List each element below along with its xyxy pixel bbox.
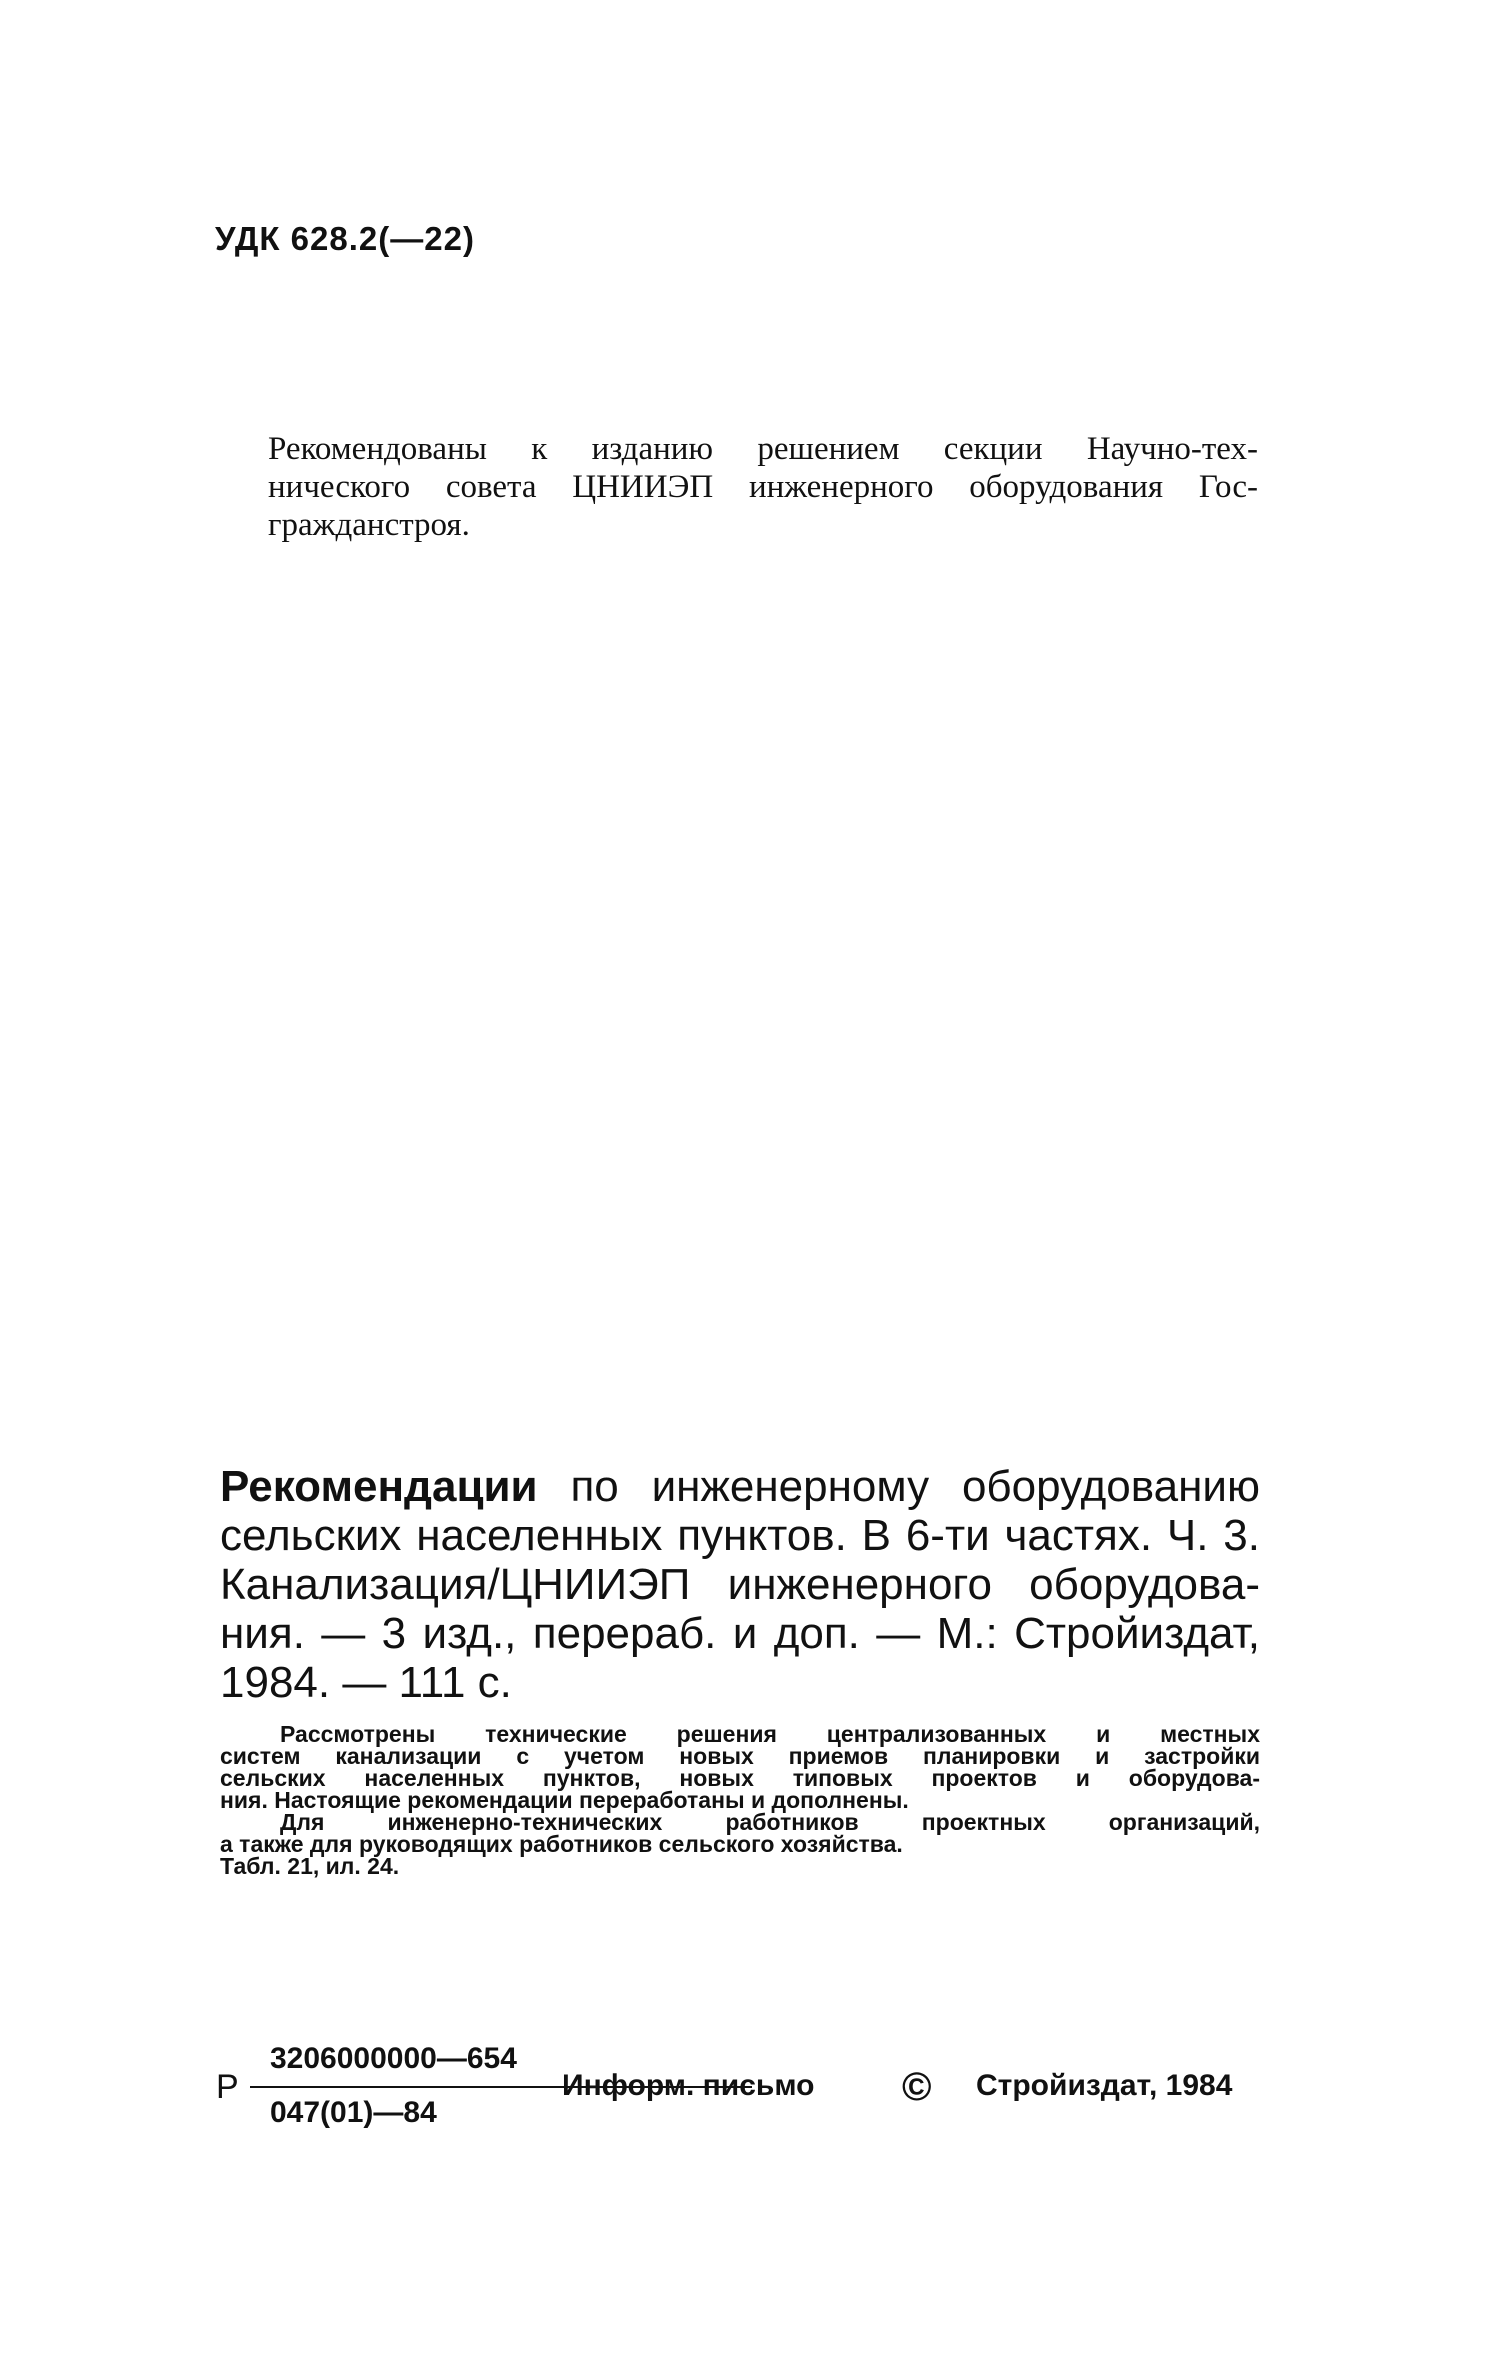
publisher-year: Стройиздат, 1984 bbox=[976, 2069, 1233, 2102]
index-numerator: 3206000000—654 bbox=[270, 2042, 517, 2075]
recommendation-line: Рекомендованы к изданию решением секции Научно-тех- bbox=[268, 431, 1258, 467]
bibliographic-block bbox=[220, 1462, 1260, 1877]
annotation-line: Рассмотрены технические решения централизованных и местных bbox=[280, 1721, 1260, 1747]
annotation-line: ния. Настоящие рекомендации переработаны и дополнены. bbox=[220, 1787, 909, 1813]
entry-line: Канализация/ЦНИИЭП инженерного оборудова- bbox=[220, 1560, 1260, 1609]
recommendation-line: нического совета ЦНИИЭП инженерного оборудования Гос- bbox=[268, 469, 1258, 505]
entry-line: сельских населенных пунктов. В 6-ти частях. Ч. 3. bbox=[220, 1511, 1260, 1560]
copyright-icon: © bbox=[902, 2065, 932, 2109]
recommendation-note bbox=[268, 430, 1258, 544]
entry-line: 1984. — 111 с. bbox=[220, 1658, 512, 1707]
index-letter: Р bbox=[216, 2068, 239, 2106]
inform-letter: Информ. письмо bbox=[562, 2069, 815, 2102]
annotation-line: сельских населенных пунктов, новых типовых проектов и оборудова- bbox=[220, 1765, 1260, 1791]
tables-count: Табл. 21, ил. 24. bbox=[220, 1853, 400, 1879]
imprint-footer bbox=[216, 2032, 1261, 2142]
udk-code: УДК 628.2(—22) bbox=[215, 220, 475, 257]
annotation-line: систем канализации с учетом новых приемов планировки и застройки bbox=[220, 1743, 1260, 1769]
entry-line bbox=[220, 1462, 1260, 1511]
index-denominator: 047(01)—84 bbox=[270, 2096, 437, 2129]
recommendation-line: гражданстроя. bbox=[268, 507, 470, 543]
bibliographic-entry bbox=[220, 1462, 1260, 1707]
annotation bbox=[220, 1723, 1260, 1877]
audience-line: а также для руководящих работников сельского хозяйства. bbox=[220, 1831, 903, 1857]
audience-line: Для инженерно-технических работников проектных организаций, bbox=[280, 1809, 1260, 1835]
entry-line-rest: по инженерному оборудованию bbox=[537, 1462, 1260, 1511]
entry-title-word: Рекомендации bbox=[220, 1462, 538, 1511]
entry-line: ния. — 3 изд., перераб. и доп. — М.: Стройиздат, bbox=[220, 1609, 1260, 1658]
